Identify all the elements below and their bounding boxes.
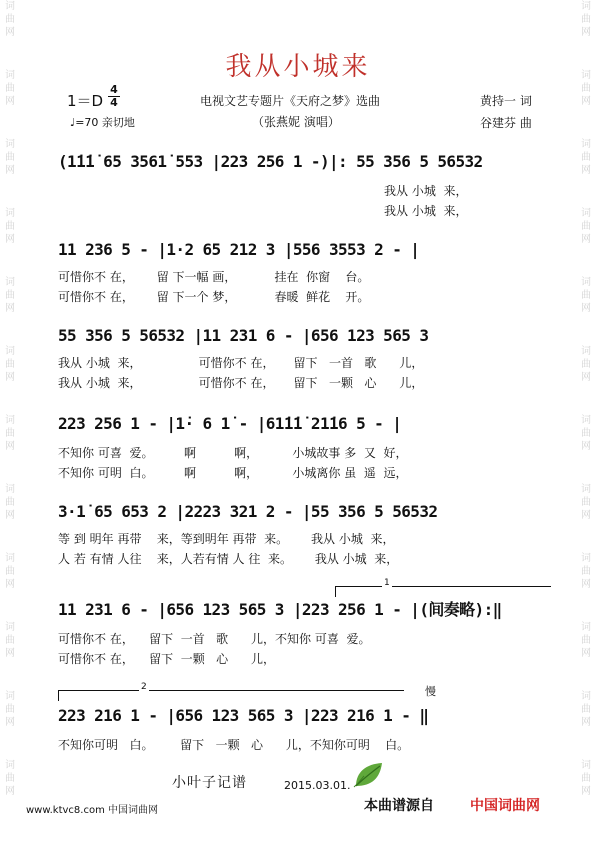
tempo-slow-marking: 慢 bbox=[425, 685, 436, 698]
lyric-line-1-verse-1: 我从 小城 来， bbox=[384, 184, 468, 198]
notation-line-1: (1̇1̇1̇ 65 3561̇ 553 |223 256 1 -)|: 55 356 5 56532 bbox=[58, 152, 483, 171]
second-ending-number: 2 bbox=[141, 682, 147, 692]
notation-line-6: 11 231 6 - |656 123 565 3 |223 256 1 - |(间奏略):‖ bbox=[58, 600, 502, 619]
first-ending-number: 1 bbox=[384, 578, 390, 588]
lyric-line-7-verse-1: 不知你可明 白。 留下 一颗 心 儿，不知你可明 白。 bbox=[58, 738, 410, 752]
lyric-line-5-verse-1: 等 到 明年 再带 来，等到明年 再带 来。 我从 小城 来， bbox=[58, 532, 395, 546]
composer-credit: 谷建芬 曲 bbox=[480, 116, 532, 130]
notation-line-5: 3·1̇ 65 653 2 |2223 321 2 - |55 356 5 56532 bbox=[58, 502, 438, 521]
lyric-line-3-verse-1: 我从 小城 来， 可惜你不 在， 留下 一首 歌 儿， bbox=[58, 356, 424, 370]
footer-source-label: 本曲谱源自 bbox=[364, 798, 434, 814]
subtitle: 电视文艺专题片《天府之梦》选曲 bbox=[200, 94, 381, 108]
lyric-line-6-verse-2: 可惜你不 在， 留下 一颗 心 儿， bbox=[58, 652, 276, 666]
meter-top: 4 bbox=[108, 84, 120, 97]
key-signature: 1＝D bbox=[67, 92, 104, 110]
leaf-icon bbox=[352, 760, 386, 794]
lyric-line-4-verse-2: 不知你 可明 白。 啊 啊， 小城离你 虽 遥 远， bbox=[58, 466, 408, 480]
lyric-line-1-verse-2: 我从 小城 来， bbox=[384, 204, 468, 218]
notation-line-7: 223 216 1 - |656 123 565 3 |223 216 1 - ‖ bbox=[58, 706, 429, 725]
second-ending-bracket bbox=[58, 682, 404, 701]
singer-credit: （张燕妮 演唱） bbox=[252, 115, 340, 129]
lyric-line-2-verse-1: 可惜你不 在， 留 下一幅 画， 挂在 你窗 台。 bbox=[58, 270, 370, 284]
meter-bottom: 4 bbox=[110, 96, 118, 109]
notation-line-4: 223 256 1 - |1̇· 6 1̇ - |61̇1̇1̇ 21̇16 5 - | bbox=[58, 414, 402, 433]
tempo-marking: ♩=70 亲切地 bbox=[70, 116, 135, 129]
transcription-date: 2015.03.01. bbox=[284, 779, 351, 792]
song-title: 我从小城来 bbox=[225, 52, 371, 82]
notation-line-2: 11 236 5 - |1·2 65 212 3 |556 3553 2 - | bbox=[58, 240, 420, 259]
lyric-line-2-verse-2: 可惜你不 在， 留 下一个 梦， 春暖 鲜花 开。 bbox=[58, 290, 370, 304]
watermark-right: 词曲网 词曲网 词曲网 词曲网 词曲网 词曲网 词曲网 词曲网 词曲网 词曲网 词曲网 词曲网 bbox=[581, 1, 591, 797]
first-ending-bracket bbox=[335, 578, 551, 597]
watermark-left: 词曲网 词曲网 词曲网 词曲网 词曲网 词曲网 词曲网 词曲网 词曲网 词曲网 词曲网 词曲网 bbox=[5, 1, 15, 797]
lyricist-credit: 黄持一 词 bbox=[480, 94, 532, 108]
footer-brand[interactable]: 中国词曲网 bbox=[470, 798, 540, 814]
lyric-line-5-verse-2: 人 若 有情 人往 来，人若有情 人 往 来。 我从 小城 来， bbox=[58, 552, 399, 566]
transcriber-signature: 小叶子记谱 bbox=[172, 775, 247, 791]
lyric-line-4-verse-1: 不知你 可喜 爱。 啊 啊， 小城故事 多 又 好， bbox=[58, 446, 408, 460]
notation-line-3: 55 356 5 56532 |11 231 6 - |656 123 565 3 bbox=[58, 326, 429, 345]
time-signature bbox=[108, 84, 120, 109]
footer-site-link[interactable]: www.ktvc8.com 中国词曲网 bbox=[26, 805, 159, 816]
lyric-line-6-verse-1: 可惜你不 在， 留下 一首 歌 儿，不知你 可喜 爱。 bbox=[58, 632, 371, 646]
lyric-line-3-verse-2: 我从 小城 来， 可惜你不 在， 留下 一颗 心 儿， bbox=[58, 376, 424, 390]
